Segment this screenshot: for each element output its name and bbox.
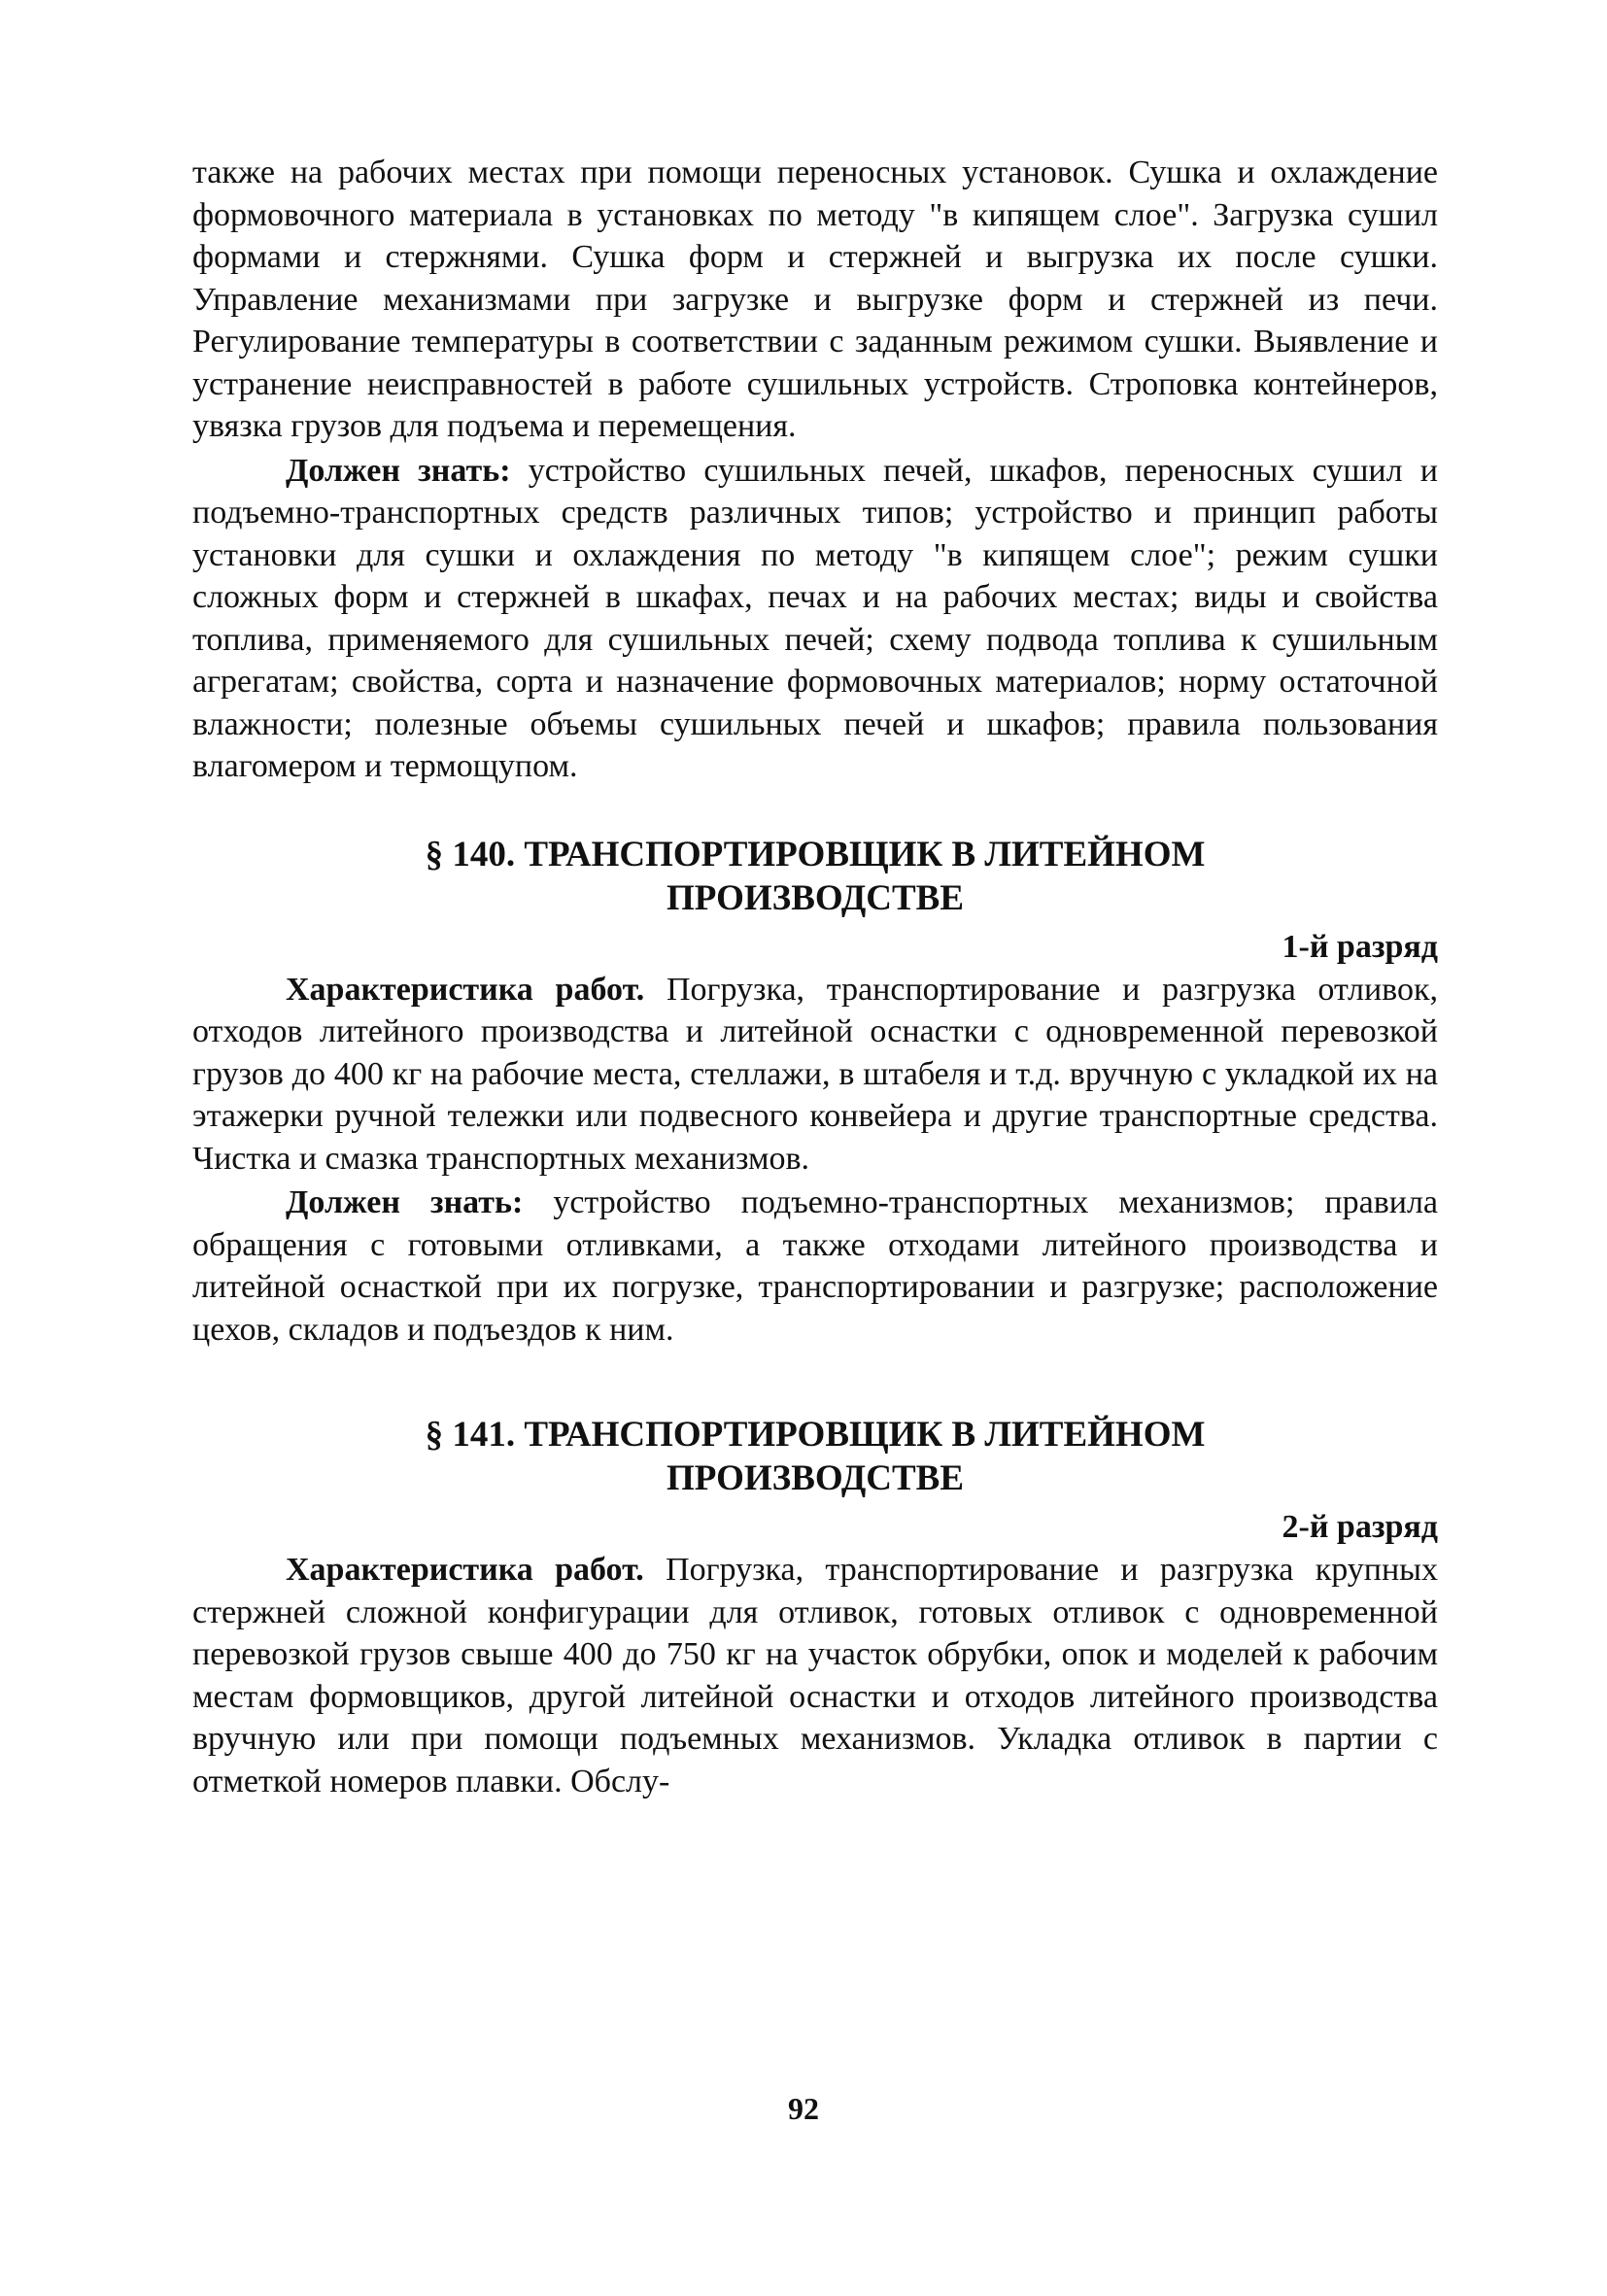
section-141-title bbox=[192, 1413, 1438, 1500]
section-141-work-text: Погрузка, транспортирование и разгрузка крупных стержней сложной конфигурации для отливок, готовых отливок с одновременной перевозкой грузов свыше 400 до 750 кг на участок обрубки, опок и моделей к рабочим местам формовщиков, другой литейной оснастки и отходов литейного производства вручную или при помощи подъемных механизмов. Укладка отливок в партии с отметкой номеров плавки. Обслу- bbox=[192, 1552, 1438, 1799]
intro-knowledge-label: Должен знать: bbox=[286, 452, 511, 489]
section-140-rank: 1-й разряд bbox=[1282, 928, 1438, 965]
section-140-knowledge-text: устройство подъемно-транспортных механизмов; правила обращения с готовыми отливками, а также отходами литейного производства и литейной оснасткой при их погрузке, транспортировании и разгрузке; расположение цехов, складов и подъездов к ним. bbox=[192, 1184, 1439, 1348]
section-141-work-label: Характеристика работ. bbox=[286, 1552, 644, 1588]
intro-knowledge-text: устройство сушильных печей, шкафов, переносных сушил и подъемно-транспортных средств различных типов; устройство и принцип работы установки для сушки и охлаждения по методу "в кипящем слое"; режим сушки сложных форм и стержней в шкафах, печах и на рабочих местах; виды и свойства топлива, применяемого для сушильных печей; схему подвода топлива к сушильным агрегатам; свойства, сорта и назначение формовочных материалов; норму остаточной влажности; полезные объемы сушильных печей и шкафов; правила пользования влагомером и термощупом. bbox=[192, 452, 1439, 784]
section-141-title-line2: ПРОИЗВОДСТВЕ bbox=[666, 1458, 965, 1498]
section-140-title bbox=[192, 833, 1438, 920]
section-141-rank: 2-й разряд bbox=[1282, 1509, 1438, 1545]
section-141-work-paragraph bbox=[192, 1549, 1438, 1802]
section-140-work-paragraph bbox=[192, 969, 1438, 1181]
section-140-title-line1: § 140. ТРАНСПОРТИРОВЩИК В ЛИТЕЙНОМ bbox=[425, 834, 1206, 874]
section-140-work-label: Характеристика работ. bbox=[286, 971, 645, 1008]
section-140-work-text: Погрузка, транспортирование и разгрузка отливок, отходов литейного производства и литейной оснастки с одновременной перевозкой грузов до 400 кг на рабочие места, стеллажи, в штабеля и т.д. вручную с укладкой их на этажерки ручной тележки или подвесного конвейера и другие транспортные средства. Чистка и смазка транспортных механизмов. bbox=[192, 971, 1438, 1177]
section-140-knowledge-label: Должен знать: bbox=[286, 1184, 524, 1220]
section-140-knowledge-paragraph bbox=[192, 1182, 1438, 1351]
intro-continuation: также на рабочих местах при помощи переносных установок. Сушка и охлаждение формовочного материала в установках по методу "в кипящем слое". Загрузка сушил формами и стержнями. Сушка форм и стержней и выгрузка их после сушки. Управление механизмами при загрузке и выгрузке форм и стержней из печи. Регулирование температуры в соответствии с заданным режимом сушки. Выявление и устранение неисправностей в работе сушильных устройств. Строповка контейнеров, увязка грузов для подъема и перемещения. bbox=[192, 154, 1438, 444]
document-page bbox=[192, 152, 1438, 1802]
section-140-title-line2: ПРОИЗВОДСТВЕ bbox=[666, 877, 965, 918]
intro-knowledge-paragraph bbox=[192, 450, 1438, 788]
section-141-title-line1: § 141. ТРАНСПОРТИРОВЩИК В ЛИТЕЙНОМ bbox=[425, 1415, 1206, 1455]
page-number: 92 bbox=[788, 2091, 819, 2126]
